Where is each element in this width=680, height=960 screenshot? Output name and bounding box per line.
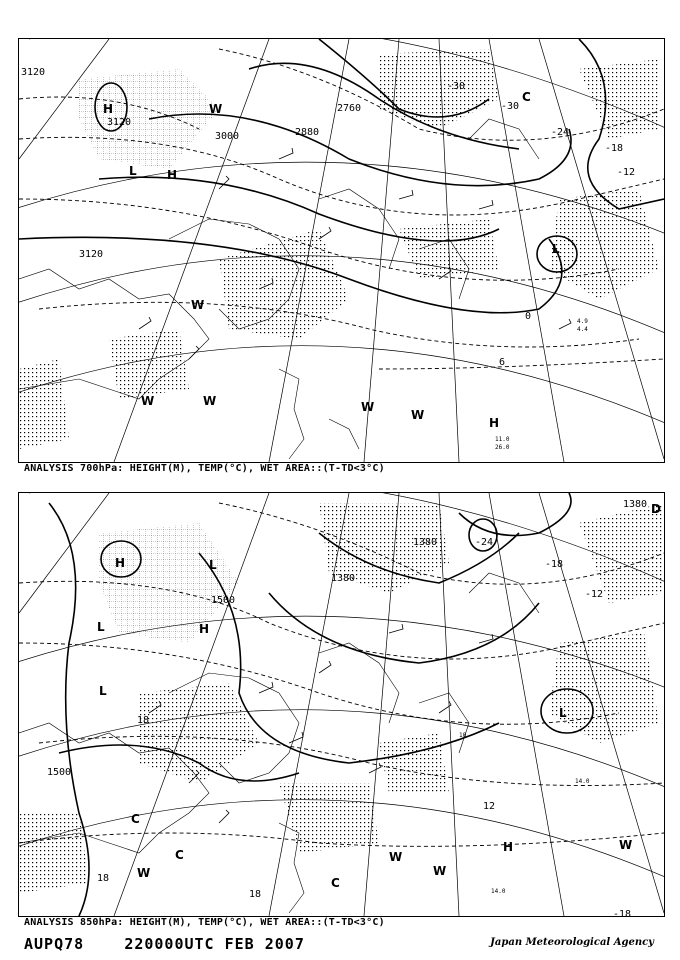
map-700hpa-svg [19, 39, 664, 462]
temp-label: 12 [483, 801, 496, 812]
station-value: 10 [459, 732, 467, 739]
cold-symbol: C [175, 848, 184, 862]
warm-symbol: W [411, 408, 425, 422]
warm-symbol: W [433, 864, 447, 878]
low-pressure-symbol: L [552, 242, 560, 256]
caption-850hpa: ANALYSIS 850hPa: HEIGHT(M), TEMP(°C), WET AREA::(T-TD<3°C) [24, 917, 385, 928]
low-pressure-symbol: L [129, 164, 137, 178]
height-label: 1380 [413, 537, 438, 548]
warm-symbol: W [203, 394, 217, 408]
station-value: 11.0 [495, 436, 510, 443]
warm-symbol: W [141, 394, 155, 408]
warm-symbol: W [389, 850, 403, 864]
station-value: 4.4 [577, 326, 588, 333]
low-pressure-symbol: L [559, 706, 567, 720]
temp-label: -24 [551, 127, 570, 138]
map-850hpa-svg [19, 493, 664, 916]
caption-700hpa: ANALYSIS 700hPa: HEIGHT(M), TEMP(°C), WET AREA::(T-TD<3°C) [24, 463, 385, 474]
temp-label: -12 [585, 589, 604, 600]
temp-label: -24 [475, 537, 494, 548]
low-pressure-symbol: D [651, 502, 661, 516]
station-value: 4.9 [577, 318, 588, 325]
temp-label: 0 [525, 311, 532, 322]
warm-symbol: W [209, 102, 223, 116]
height-label: 1380 [331, 573, 356, 584]
height-label: 3120 [21, 67, 46, 78]
height-label: 1500 [47, 767, 72, 778]
height-label: 1380 [623, 499, 648, 510]
cold-symbol: C [331, 876, 340, 890]
station-value: 14.0 [491, 888, 506, 895]
chart-id: AUPQ78 [24, 935, 85, 953]
height-label: 2760 [337, 103, 362, 114]
temp-label: -12 [617, 167, 636, 178]
temp-label: 18 [249, 889, 262, 900]
warm-symbol: W [137, 866, 151, 880]
temp-label: 18 [97, 873, 110, 884]
cold-symbol: C [522, 90, 531, 104]
low-pressure-symbol: L [99, 684, 107, 698]
low-pressure-symbol: L [209, 558, 217, 572]
warm-symbol: W [619, 838, 633, 852]
wind-barbs [139, 148, 571, 359]
low-pressure-symbol: L [97, 620, 105, 634]
map-panel-700hpa [18, 38, 665, 463]
high-pressure-symbol: H [503, 840, 514, 854]
agency-name: Japan Meteorological Agency [490, 937, 654, 948]
high-pressure-symbol: H [115, 556, 126, 570]
temp-label: -30 [501, 101, 520, 112]
temp-label: 18 [137, 715, 150, 726]
station-value: 26.0 [495, 444, 510, 451]
temp-label: 6 [499, 357, 506, 368]
high-pressure-symbol: H [167, 168, 178, 182]
height-label: 2880 [295, 127, 320, 138]
high-pressure-symbol: H [489, 416, 500, 430]
temp-label: -30 [447, 81, 466, 92]
station-value: 14.0 [575, 778, 590, 785]
high-pressure-symbol: H [199, 622, 210, 636]
height-label: 3000 [215, 131, 240, 142]
valid-time: 220000UTC FEB 2007 [124, 935, 305, 953]
height-label: 3120 [107, 117, 132, 128]
chart-header-line [24, 935, 305, 953]
warm-symbol: W [191, 298, 205, 312]
station-values [459, 732, 590, 895]
high-pressure-symbol: H [103, 102, 114, 116]
height-label: 1500 [211, 595, 236, 606]
station-values [495, 318, 588, 451]
temp-label: -18 [545, 559, 564, 570]
cold-symbol: C [131, 812, 140, 826]
map-panel-850hpa [18, 492, 665, 917]
height-label: 3120 [79, 249, 104, 260]
warm-symbol: W [361, 400, 375, 414]
temp-label: -18 [605, 143, 624, 154]
temp-label: -18 [613, 909, 632, 916]
